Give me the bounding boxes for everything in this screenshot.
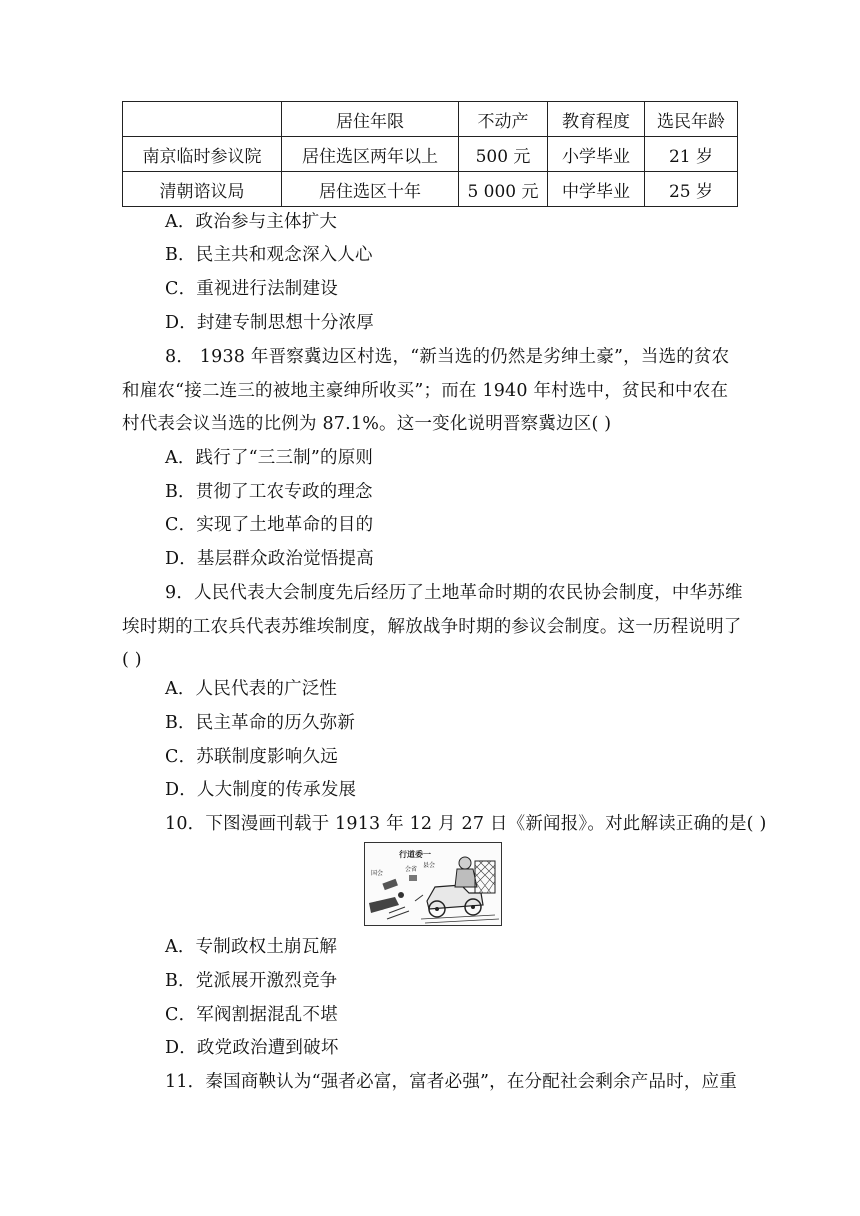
q10-option-d: D．政党政治遭到破坏 xyxy=(165,1038,339,1058)
table-header-cell: 教育程度 xyxy=(548,102,645,137)
table-cell: 500 元 xyxy=(459,137,548,172)
table-cell: 居住选区十年 xyxy=(282,172,459,207)
q9-option-b: B．民主革命的历久弥新 xyxy=(165,713,356,733)
q7-option-c: C．重视进行法制建设 xyxy=(165,279,338,299)
cartoon-label: 国会 xyxy=(371,870,384,877)
q10-option-a: A．专制政权土崩瓦解 xyxy=(165,937,338,957)
election-qualification-table xyxy=(122,101,738,207)
table-cell: 南京临时参议院 xyxy=(123,137,282,172)
cartoon-title: 行道委一 xyxy=(399,849,431,859)
q9-option-a: A．人民代表的广泛性 xyxy=(165,679,338,699)
table-row xyxy=(123,172,738,207)
table-cell: 清朝谘议局 xyxy=(123,172,282,207)
table-header-row xyxy=(123,102,738,137)
cartoon-label: 会省 xyxy=(405,866,418,873)
cartoon-label: 县会 xyxy=(423,862,436,869)
table-row xyxy=(123,137,738,172)
q8-stem-line: 村代表会议当选的比例为 87.1%。这一变化说明晋察冀边区( ) xyxy=(122,414,612,434)
q11-stem-line: 11．秦国商鞅认为“强者必富，富者必强”，在分配社会剩余产品时，应重 xyxy=(165,1072,737,1092)
q9-option-d: D．人大制度的传承发展 xyxy=(165,780,357,800)
q9-stem-line: 埃时期的工农兵代表苏维埃制度，解放战争时期的参议会制度。这一历程说明了 xyxy=(122,617,742,637)
q8-stem-line: 8． 1938 年晋察冀边区村选，“新当选的仍然是劣绅土豪”，当选的贫农 xyxy=(165,347,730,367)
q7-option-b: B．民主共和观念深入人心 xyxy=(165,245,373,265)
table-header-cell: 居住年限 xyxy=(282,102,459,137)
q8-option-d: D．基层群众政治觉悟提高 xyxy=(165,549,374,569)
q10-option-b: B．党派展开激烈竞争 xyxy=(165,971,338,991)
table-cell: 25 岁 xyxy=(645,172,738,207)
table-header-cell: 不动产 xyxy=(459,102,548,137)
q8-stem-line: 和雇农“接二连三的被地主豪绅所收买”；而在 1940 年村选中，贫民和中农在 xyxy=(122,381,729,401)
q9-option-c: C．苏联制度影响久远 xyxy=(165,747,338,767)
table-cell: 小学毕业 xyxy=(548,137,645,172)
q9-stem-line: ( ) xyxy=(122,650,142,670)
q8-option-c: C．实现了土地革命的目的 xyxy=(165,515,374,535)
table-header-cell: 选民年龄 xyxy=(645,102,738,137)
q8-option-a: A．践行了“三三制”的原则 xyxy=(165,448,374,468)
q10-option-c: C．军阀割据混乱不堪 xyxy=(165,1005,338,1025)
political-cartoon-image xyxy=(364,842,502,926)
table-cell: 中学毕业 xyxy=(548,172,645,207)
q10-stem-line: 10．下图漫画刊载于 1913 年 12 月 27 日《新闻报》。对此解读正确的是( ) xyxy=(165,814,767,834)
cartoon-drawing xyxy=(365,843,501,925)
table-cell: 居住选区两年以上 xyxy=(282,137,459,172)
table-header-cell xyxy=(123,102,282,137)
q8-option-b: B．贯彻了工农专政的理念 xyxy=(165,482,373,502)
q7-option-a: A．政治参与主体扩大 xyxy=(165,212,338,232)
table-cell: 5 000 元 xyxy=(459,172,548,207)
table-cell: 21 岁 xyxy=(645,137,738,172)
q9-stem-line: 9．人民代表大会制度先后经历了土地革命时期的农民协会制度，中华苏维 xyxy=(165,583,743,603)
q7-option-d: D．封建专制思想十分浓厚 xyxy=(165,313,374,333)
